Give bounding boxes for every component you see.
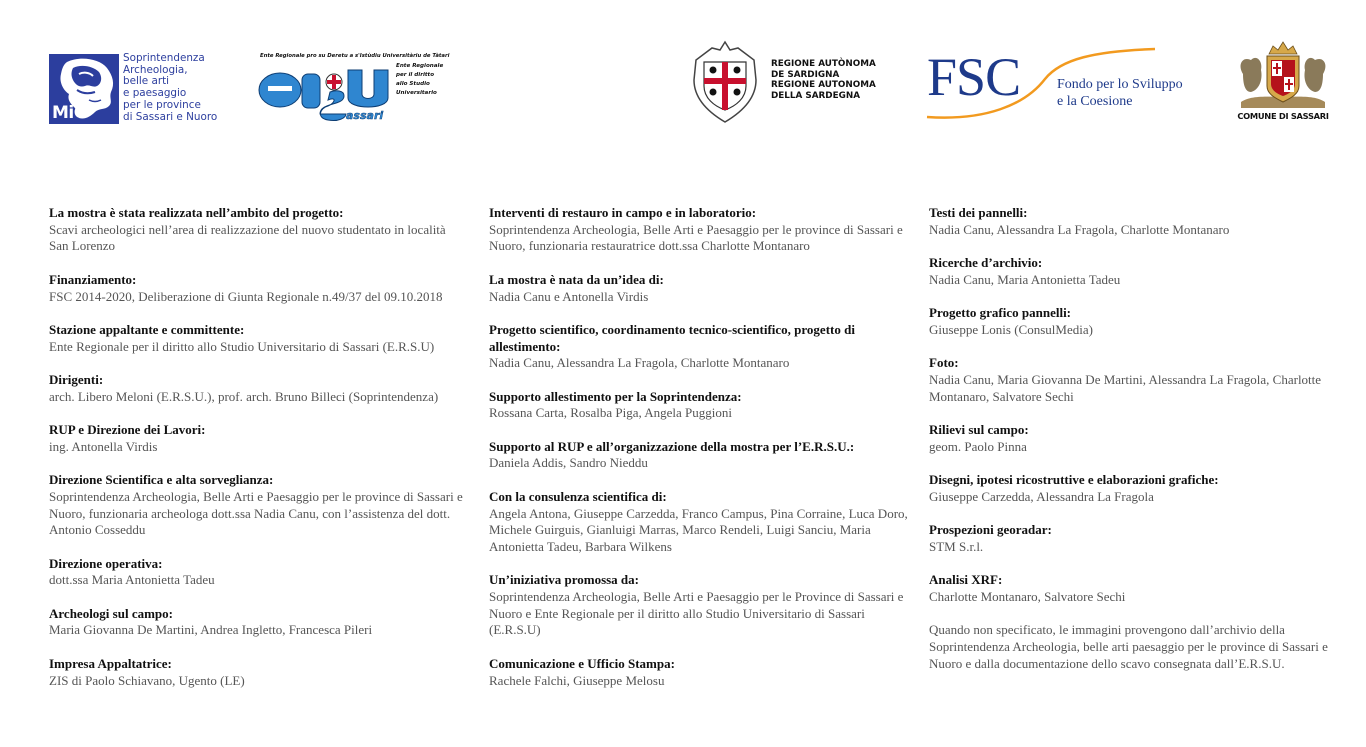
credit-body: Rachele Falchi, Giuseppe Melosu <box>489 672 665 688</box>
credit-body: Rossana Carta, Rosalba Piga, Angela Puggioni <box>489 405 733 421</box>
credit-title: Direzione operativa: <box>49 555 163 571</box>
credit-body: Daniela Addis, Sandro Nieddu <box>489 455 648 471</box>
credit-body: STM S.r.l. <box>929 538 984 554</box>
credit-title: Interventi di restauro in campo e in laboratorio: <box>489 205 757 220</box>
credit-body: Nadia Canu, Alessandra La Fragola, Charlotte Montanaro <box>929 221 1230 237</box>
ersu-side-text: Ente Regionale per il diritto allo Studio Universitario <box>396 63 444 96</box>
credit-block <box>49 205 464 255</box>
credit-body: Giuseppe Carzedda, Alessandra La Fragola <box>929 488 1154 504</box>
credit-block <box>489 205 909 255</box>
credit-title: Progetto scientifico, coordinamento tecnico-scientifico, progetto di allestimento: <box>489 321 855 354</box>
credit-body: geom. Paolo Pinna <box>929 438 1027 454</box>
credit-title: Rilievi sul campo: <box>929 422 1029 438</box>
credit-title: Con la consulenza scientifica di: <box>489 488 667 504</box>
mic-mark <box>49 54 119 124</box>
credit-title: Comunicazione e Ufficio Stampa: <box>489 655 675 671</box>
credit-body: Soprintendenza Archeologia, Belle Arti e Paesaggio per le province di Sassari e Nuoro, funzionaria restauratrice dott.ssa Charlotte Montanaro <box>489 221 903 254</box>
credits-column-3 <box>929 205 1339 689</box>
comune-sassari-label: COMUNE DI SASSARI <box>1237 111 1329 121</box>
credit-body: Nadia Canu, Maria Antonietta Tadeu <box>929 271 1121 287</box>
mic-mark-text: MiC <box>52 103 86 123</box>
credit-title: RUP e Direzione dei Lavori: <box>49 422 206 438</box>
credit-body: Giuseppe Lonis (ConsulMedia) <box>929 321 1093 337</box>
credit-block <box>489 389 909 422</box>
regione-sardegna-logo <box>690 40 890 125</box>
credit-body: ing. Antonella Virdis <box>49 438 158 454</box>
credit-block <box>49 472 464 539</box>
credit-title: La mostra è stata realizzata nell’ambito del progetto: <box>49 205 344 220</box>
credits-column-2 <box>489 205 909 706</box>
credit-block <box>49 656 464 689</box>
fsc-mark: FSC <box>927 47 1021 107</box>
sassari-crest-icon <box>1233 40 1333 108</box>
credit-block <box>929 522 1339 555</box>
credit-title: Foto: <box>929 355 959 371</box>
credit-block <box>489 439 909 472</box>
credit-block <box>49 372 464 405</box>
sardinia-crest-icon <box>690 40 760 125</box>
credit-body: ZIS di Paolo Schiavano, Ugento (LE) <box>49 672 245 688</box>
credit-title: Supporto al RUP e all’organizzazione della mostra per l’E.R.S.U.: <box>489 438 855 454</box>
credit-title: Analisi XRF: <box>929 572 1003 588</box>
mic-logo-text: Soprintendenza Archeologia, belle arti e paesaggio per le province di Sassari e Nuoro <box>123 52 218 123</box>
ersu-top-text: Ente Regionale pro su Deretu a s'Istùdiu Universitàriu de Tàtari <box>260 53 450 59</box>
credit-title: Prospezioni georadar: <box>929 522 1052 538</box>
credit-title: Stazione appaltante e committente: <box>49 321 245 337</box>
credit-block <box>49 272 464 305</box>
credit-block <box>49 422 464 455</box>
ersu-wordmark-icon <box>258 62 393 122</box>
credit-block <box>489 322 909 372</box>
credit-body: Soprintendenza Archeologia, Belle Arti e Paesaggio per le Province di Sassari e Nuoro e Ente Regionale per il diritto allo Studio Universitario di Sassari (E.R.S.U) <box>489 589 904 638</box>
credit-block <box>929 305 1339 338</box>
fsc-logo-text: Fondo per lo Sviluppo e la Coesione <box>1057 77 1183 109</box>
credit-title: Impresa Appaltatrice: <box>49 655 172 671</box>
mic-soprintendenza-logo <box>49 54 224 126</box>
credit-title: Supporto allestimento per la Soprintendenza: <box>489 388 742 404</box>
credit-block <box>929 472 1339 505</box>
credit-body: arch. Libero Meloni (E.R.S.U.), prof. arch. Bruno Billeci (Soprintendenza) <box>49 388 439 404</box>
credits-column-1 <box>49 205 464 706</box>
credit-block <box>929 255 1339 288</box>
credit-block <box>929 422 1339 455</box>
credit-title: Progetto grafico pannelli: <box>929 305 1072 321</box>
logo-bar <box>0 0 1366 160</box>
credit-title: Direzione Scientifica e alta sorveglianza: <box>49 472 274 488</box>
credit-body: Maria Giovanna De Martini, Andrea Ingletto, Francesca Pileri <box>49 622 373 638</box>
credit-body: dott.ssa Maria Antonietta Tadeu <box>49 572 215 588</box>
credit-title: Archeologi sul campo: <box>49 605 173 621</box>
credit-block <box>929 355 1339 405</box>
ersu-logo <box>258 53 448 125</box>
credit-title: Finanziamento: <box>49 271 137 287</box>
credit-body: Nadia Canu, Alessandra La Fragola, Charlotte Montanaro <box>489 355 790 371</box>
credit-block <box>489 272 909 305</box>
credit-block <box>49 556 464 589</box>
credit-title: Disegni, ipotesi ricostruttive e elaborazioni grafiche: <box>929 472 1219 488</box>
credit-block <box>929 572 1339 605</box>
credit-title: La mostra è nata da un’idea di: <box>489 271 664 287</box>
credit-body: Scavi archeologici nell’area di realizzazione del nuovo studentato in località San Lorenzo <box>49 221 446 254</box>
credit-block <box>489 489 909 556</box>
credit-body: Charlotte Montanaro, Salvatore Sechi <box>929 589 1126 605</box>
credit-body: FSC 2014-2020, Deliberazione di Giunta Regionale n.49/37 del 09.10.2018 <box>49 288 443 304</box>
credit-block <box>49 606 464 639</box>
comune-sassari-logo <box>1228 40 1338 125</box>
credit-title: Testi dei pannelli: <box>929 205 1028 220</box>
image-source-note: Quando non specificato, le immagini provengono dall’archivio della Soprintendenza Archeologia, belle arti paesaggio per le province di Sassari e Nuoro e dalla documentazione dello scavo consegnata dall’E.R.S.U. <box>929 622 1328 671</box>
credit-title: Dirigenti: <box>49 371 104 387</box>
fsc-logo <box>925 45 1195 125</box>
credit-block <box>489 572 909 639</box>
credit-title: Ricerche d’archivio: <box>929 255 1043 271</box>
regione-sardegna-text: REGIONE AUTÒNOMA DE SARDIGNA REGIONE AUTONOMA DELLA SARDEGNA <box>771 59 876 101</box>
credit-title: Un’iniziativa promossa da: <box>489 572 639 588</box>
credit-body: Nadia Canu e Antonella Virdis <box>489 288 649 304</box>
credit-block <box>929 205 1339 238</box>
credit-block <box>49 322 464 355</box>
svg-text:assari: assari <box>346 109 384 122</box>
credit-body: Angela Antona, Giuseppe Carzedda, Franco Campus, Pina Corraine, Luca Doro, Michele Guirguis, Gianluigi Marras, Marco Rendeli, Luigi Sanciu, Maria Antonietta Tadeu, Barbara Wilkens <box>489 505 908 554</box>
credit-body: Ente Regionale per il diritto allo Studio Universitario di Sassari (E.R.S.U) <box>49 338 435 354</box>
credit-block <box>489 656 909 689</box>
credit-body: Soprintendenza Archeologia, Belle Arti e Paesaggio per le province di Sassari e Nuoro, funzionaria archeologa dott.ssa Nadia Canu, con l’assistenza del dott. Antonio Cosseddu <box>49 488 463 538</box>
credit-body: Nadia Canu, Maria Giovanna De Martini, Alessandra La Fragola, Charlotte Montanaro, Salvatore Sechi <box>929 371 1322 404</box>
